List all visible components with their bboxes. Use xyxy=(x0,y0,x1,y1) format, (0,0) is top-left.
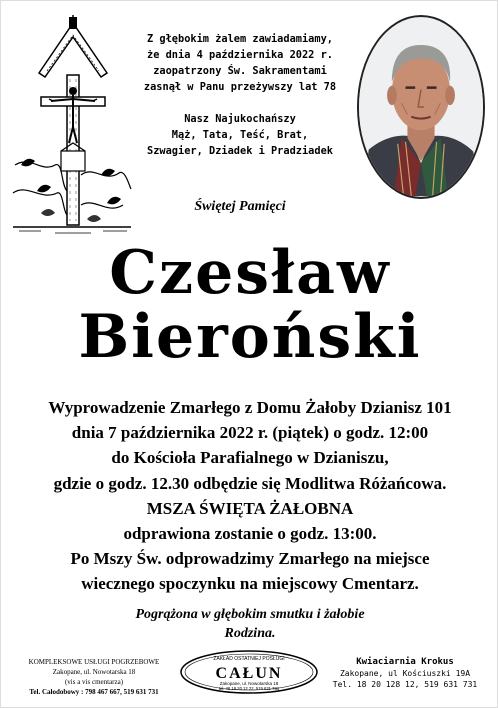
deceased-last-name: Bieroński xyxy=(78,302,422,372)
logo-name: CAŁUN xyxy=(215,665,283,682)
details-line: gdzie o godz. 12.30 odbędzie się Modlitwa Różańcowa. xyxy=(53,473,447,493)
details-line: dnia 7 października 2022 r. (piątek) o godz. 12:00 xyxy=(71,423,429,443)
florist-name: Kwiaciarnia Krokus xyxy=(356,657,454,667)
funeral-services-ad xyxy=(15,657,173,697)
portrait-photo xyxy=(357,15,485,199)
details-line: wiecznego spoczynku na miejscowy Cmentarz. xyxy=(81,574,419,594)
family-line: Szwagier, Dziadek i Pradziadek xyxy=(147,145,333,157)
logo-address: Zakopane, ul. Nowotarska 18 xyxy=(219,681,279,686)
logo-top-text: ZAKŁAD OSTATNIEJ POSŁUGI xyxy=(213,656,285,662)
company-phone: Tel. Całodobowy : 798 467 667, 519 631 731 xyxy=(29,688,159,696)
calun-logo xyxy=(179,649,319,695)
funeral-details xyxy=(11,395,489,597)
florist-phone: Tel. 18 20 128 12, 519 631 731 xyxy=(332,680,478,689)
intro-line: Z głębokim żalem zawiadamiamy, xyxy=(147,33,333,45)
deceased-first-name: Czesław xyxy=(109,238,391,308)
announcement-text xyxy=(129,31,351,95)
details-line: MSZA ŚWIĘTA ŻAŁOBNA xyxy=(146,498,354,518)
company-address: Zakopane, ul. Nowotarska 18 xyxy=(52,668,136,676)
details-line: Po Mszy Św. odprowadzimy Zmarłego na miejsce xyxy=(70,549,430,569)
logo-phone: tel. 48 18 20 12 22, 519 631 731 xyxy=(218,686,280,691)
florist-address: Zakopane, ul Kościuszki 19A xyxy=(339,669,471,678)
closing-signature xyxy=(11,605,489,643)
details-line: Wyprowadzenie Zmarłego z Domu Żałoby Dzianisz 101 xyxy=(48,398,452,417)
details-line: do Kościoła Parafialnego w Dzianiszu, xyxy=(111,448,389,468)
company-note: (vis a vis cmentarza) xyxy=(64,678,124,686)
family-line: Nasz Najukochańszy xyxy=(184,113,296,125)
portrait-illustration xyxy=(359,17,483,197)
company-name: KOMPLEKSOWE USŁUGI POGRZEBOWE xyxy=(28,658,160,666)
family-line: Mąż, Tata, Teść, Brat, xyxy=(171,129,309,141)
details-line: odprawiona zostanie o godz. 13:00. xyxy=(123,524,377,544)
family-relations xyxy=(129,111,351,159)
intro-line: że dnia 4 października 2022 r. xyxy=(147,49,333,61)
closing-line: Pogrążona w głębokim smutku i żałobie xyxy=(135,607,365,622)
memory-caption: Świętej Pamięci xyxy=(194,199,286,214)
intro-line: zaopatrzony Św. Sakramentami xyxy=(153,65,327,77)
closing-line: Rodzina. xyxy=(224,626,276,641)
wayside-cross-illustration xyxy=(11,15,133,237)
florist-ad xyxy=(319,657,491,690)
intro-line: zasnął w Panu przeżywszy lat 78 xyxy=(143,81,337,93)
